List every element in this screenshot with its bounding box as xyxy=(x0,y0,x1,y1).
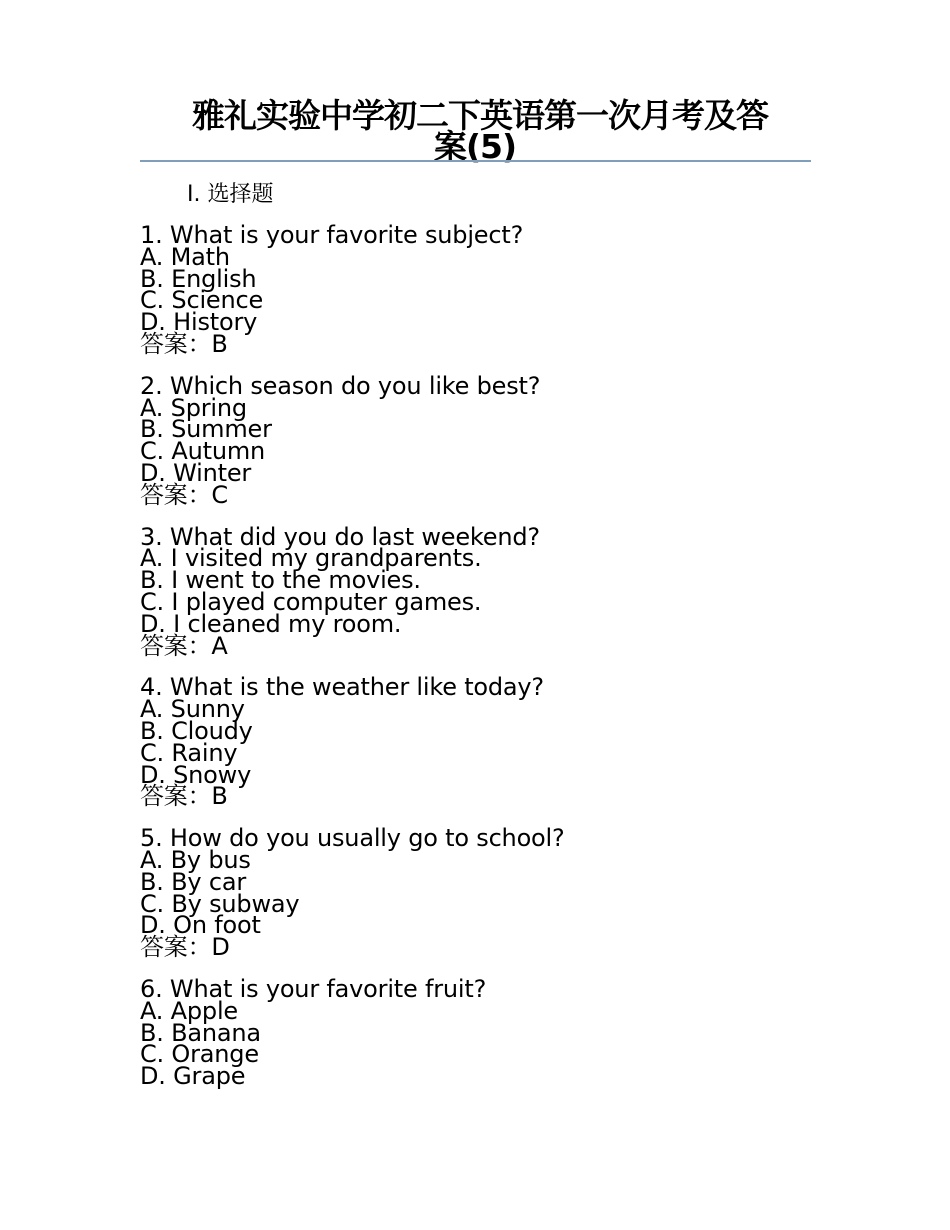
question-stem: 1. What is your favorite subject? xyxy=(140,221,524,249)
title-divider xyxy=(140,160,811,162)
option-d: D. Winter xyxy=(140,458,252,487)
option-d: D. Snowy xyxy=(140,760,252,789)
question-stem: 4. What is the weather like today? xyxy=(140,673,544,702)
question-6 xyxy=(140,974,800,1091)
question-3 xyxy=(140,522,800,660)
document-title xyxy=(140,96,810,166)
question-stem: 2. Which season do you like best? xyxy=(140,371,541,400)
answer: 答案：C xyxy=(140,480,228,509)
option-d: D. I cleaned my room. xyxy=(140,609,402,638)
option-a: A. Apple xyxy=(140,996,238,1025)
option-d: D. History xyxy=(140,308,258,337)
option-b: B. Cloudy xyxy=(140,716,253,745)
option-c: C. Rainy xyxy=(140,738,238,767)
option-c: C. Orange xyxy=(140,1040,259,1069)
option-d: D. Grape xyxy=(140,1062,246,1091)
answer: 答案：A xyxy=(140,631,228,660)
option-b: B. By car xyxy=(140,867,246,896)
answer: 答案：D xyxy=(140,933,230,962)
option-c: C. Autumn xyxy=(140,437,266,466)
question-stem: 6. What is your favorite fruit? xyxy=(140,974,487,1003)
question-2 xyxy=(140,371,800,509)
document-title-line-2: 案(5) xyxy=(433,127,517,166)
question-stem: 3. What did you do last weekend? xyxy=(140,522,540,551)
option-a: A. By bus xyxy=(140,845,251,874)
option-c: C. I played computer games. xyxy=(140,587,482,616)
question-list xyxy=(140,221,800,1108)
document-title-line-1: 雅礼实验中学初二下英语第一次月考及答 xyxy=(192,96,768,135)
answer: 答案：B xyxy=(140,329,228,358)
option-a: A. Spring xyxy=(140,393,247,422)
option-c: C. By subway xyxy=(140,889,300,918)
option-c: C. Science xyxy=(140,286,264,315)
option-b: B. Summer xyxy=(140,415,272,444)
question-stem: 5. How do you usually go to school? xyxy=(140,824,565,853)
question-1 xyxy=(140,221,800,358)
question-5 xyxy=(140,824,800,962)
option-d: D. On foot xyxy=(140,911,261,940)
question-4 xyxy=(140,673,800,811)
option-b: B. Banana xyxy=(140,1018,261,1047)
option-a: A. Sunny xyxy=(140,695,245,724)
option-a: A. I visited my grandparents. xyxy=(140,544,482,573)
option-b: B. I went to the movies. xyxy=(140,566,421,595)
option-b: B. English xyxy=(140,264,257,293)
answer: 答案：B xyxy=(140,782,228,811)
section-heading: I. 选择题 xyxy=(187,182,274,207)
option-a: A. Math xyxy=(140,242,230,271)
